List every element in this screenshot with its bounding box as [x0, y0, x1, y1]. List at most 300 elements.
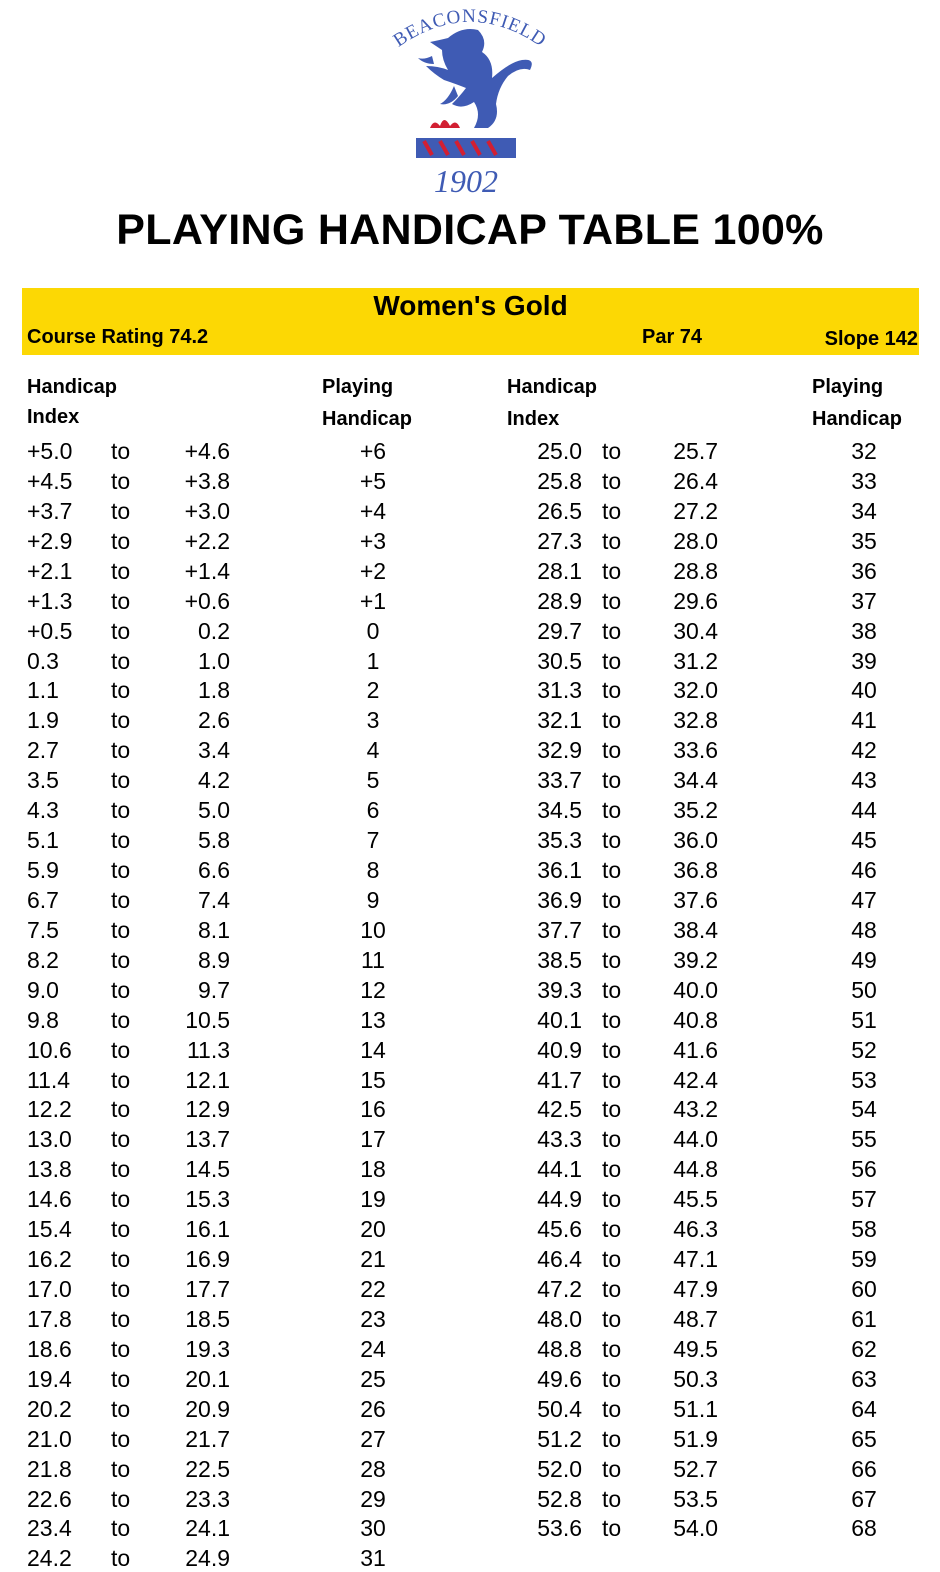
- right-to-label: to: [602, 1246, 622, 1273]
- right-index-from: 32.1: [537, 707, 582, 734]
- right-playing-handicap: 32: [851, 438, 877, 464]
- right-index-to: 37.6: [673, 886, 718, 913]
- left-playing-handicap: 10: [360, 916, 386, 943]
- right-index-from: 30.5: [537, 647, 582, 674]
- right-to-label: to: [602, 886, 622, 913]
- right-index-from: 49.6: [537, 1365, 582, 1392]
- right-index-to: 40.0: [673, 976, 718, 1003]
- left-playing-handicap: 9: [366, 886, 380, 913]
- left-to-label: to: [111, 916, 131, 943]
- right-playing-handicap: 63: [851, 1365, 877, 1392]
- left-index-to: 5.0: [198, 797, 230, 824]
- left-to-label: to: [111, 946, 131, 973]
- tee-name: Women's Gold: [373, 290, 568, 321]
- right-index-from: 28.1: [537, 557, 582, 584]
- left-index-from: 23.4: [27, 1515, 72, 1542]
- right-to-label: to: [602, 1515, 622, 1542]
- left-index-to: +3.0: [184, 497, 230, 524]
- right-index-to: 31.2: [673, 647, 718, 674]
- right-index-from: 29.7: [537, 617, 582, 644]
- right-to-label: to: [602, 1335, 622, 1362]
- left-to-label: to: [111, 1036, 131, 1063]
- left-index-from: 24.2: [27, 1545, 72, 1572]
- right-playing-handicap: 65: [851, 1425, 877, 1452]
- left-header-index: Index: [27, 406, 80, 428]
- right-header-index: Index: [507, 408, 560, 430]
- left-to-label: to: [111, 587, 131, 614]
- left-to-label: to: [111, 617, 131, 644]
- right-playing-handicap: 36: [851, 557, 877, 584]
- right-playing-handicap: 56: [851, 1156, 877, 1183]
- left-index-from: 5.9: [27, 857, 59, 884]
- logo-club-name: BEACONSFIELD: [389, 5, 551, 52]
- right-playing-handicap: 35: [851, 527, 877, 554]
- left-to-label: to: [111, 1156, 131, 1183]
- right-to-label: to: [602, 677, 622, 704]
- right-playing-handicap: 37: [851, 587, 877, 614]
- right-to-label: to: [602, 647, 622, 674]
- left-to-label: to: [111, 1246, 131, 1273]
- left-playing-handicap: 31: [360, 1545, 386, 1572]
- right-index-from: 52.8: [537, 1485, 582, 1512]
- left-to-label: to: [111, 527, 131, 554]
- left-playing-handicap: 16: [360, 1096, 386, 1123]
- left-playing-handicap: +6: [359, 438, 387, 464]
- right-index-to: 28.8: [673, 557, 718, 584]
- right-to-label: to: [602, 1395, 622, 1422]
- right-playing-handicap: 48: [851, 916, 877, 943]
- right-playing-handicap: 67: [851, 1485, 877, 1512]
- left-index-from: 6.7: [27, 886, 59, 913]
- right-to-label: to: [602, 1156, 622, 1183]
- right-playing-handicap: 49: [851, 946, 877, 973]
- left-index-from: 5.1: [27, 827, 59, 854]
- left-to-label: to: [111, 647, 131, 674]
- right-to-label: to: [602, 1006, 622, 1033]
- right-index-from: 53.6: [537, 1515, 582, 1542]
- left-to-label: to: [111, 767, 131, 794]
- left-to-label: to: [111, 1126, 131, 1153]
- right-header-handicap: Handicap: [507, 376, 598, 398]
- right-index-from: 28.9: [537, 587, 582, 614]
- left-playing-handicap: 19: [360, 1186, 386, 1213]
- left-playing-handicap: 28: [360, 1455, 386, 1482]
- right-index-to: 54.0: [673, 1515, 718, 1542]
- right-playing-handicap: 45: [851, 827, 877, 854]
- right-index-to: 46.3: [673, 1216, 718, 1243]
- left-index-to: 8.1: [198, 916, 230, 943]
- left-index-to: 1.0: [198, 647, 230, 674]
- right-to-label: to: [602, 1126, 622, 1153]
- right-playing-handicap: 68: [851, 1515, 877, 1542]
- left-index-from: 22.6: [27, 1485, 72, 1512]
- right-index-to: 44.0: [673, 1126, 718, 1153]
- right-index-from: 44.9: [537, 1186, 582, 1213]
- right-index-to: 52.7: [673, 1455, 718, 1482]
- right-index-to: 35.2: [673, 797, 718, 824]
- left-to-label: to: [111, 1305, 131, 1332]
- left-playing-handicap: 14: [360, 1036, 386, 1063]
- right-playing-handicap: 33: [851, 467, 877, 494]
- right-index-from: 36.9: [537, 886, 582, 913]
- left-index-from: 14.6: [27, 1186, 72, 1213]
- right-index-to: 43.2: [673, 1096, 718, 1123]
- left-index-from: 1.1: [27, 677, 59, 704]
- left-to-label: to: [111, 1545, 131, 1572]
- left-index-to: 19.3: [185, 1335, 230, 1362]
- left-index-to: 15.3: [185, 1186, 230, 1213]
- right-playing-handicap: 47: [851, 886, 877, 913]
- left-playing-handicap: 4: [366, 737, 380, 764]
- left-index-from: 17.8: [27, 1305, 72, 1332]
- left-index-from: 7.5: [27, 916, 59, 943]
- right-playing-handicap: 42: [851, 737, 877, 764]
- right-to-label: to: [602, 1276, 622, 1303]
- right-playing-handicap: 44: [851, 797, 877, 824]
- right-index-to: 38.4: [673, 916, 718, 943]
- par-value: Par 74: [642, 326, 703, 348]
- right-index-from: 48.8: [537, 1335, 582, 1362]
- right-to-label: to: [602, 767, 622, 794]
- right-index-to: 34.4: [673, 767, 718, 794]
- left-index-to: 24.9: [185, 1545, 230, 1572]
- right-index-to: 42.4: [673, 1066, 718, 1093]
- right-to-label: to: [602, 707, 622, 734]
- right-index-to: 32.0: [673, 677, 718, 704]
- left-index-to: 6.6: [198, 857, 230, 884]
- right-index-from: 45.6: [537, 1216, 582, 1243]
- right-index-from: 31.3: [537, 677, 582, 704]
- left-index-to: 13.7: [185, 1126, 230, 1153]
- left-playing-handicap: 13: [360, 1006, 386, 1033]
- left-to-label: to: [111, 497, 131, 524]
- left-to-label: to: [111, 1365, 131, 1392]
- left-to-label: to: [111, 1186, 131, 1213]
- right-index-to: 50.3: [673, 1365, 718, 1392]
- left-index-to: 2.6: [198, 707, 230, 734]
- right-index-from: 39.3: [537, 976, 582, 1003]
- course-rating: Course Rating 74.2: [27, 326, 209, 348]
- left-to-label: to: [111, 857, 131, 884]
- right-to-label: to: [602, 946, 622, 973]
- left-index-to: 5.8: [198, 827, 230, 854]
- left-playing-handicap: 26: [360, 1395, 386, 1422]
- left-header-playing: Playing: [322, 376, 394, 398]
- right-playing-handicap: 58: [851, 1216, 877, 1243]
- left-index-to: 16.1: [185, 1216, 230, 1243]
- left-index-from: +5.0: [27, 438, 73, 464]
- left-index-from: 2.7: [27, 737, 59, 764]
- right-playing-handicap: 51: [851, 1006, 877, 1033]
- left-playing-handicap: 8: [366, 857, 380, 884]
- left-index-to: 20.1: [185, 1365, 230, 1392]
- left-playing-handicap: 3: [366, 707, 380, 734]
- left-index-from: +0.5: [27, 617, 73, 644]
- left-index-to: 11.3: [186, 1036, 230, 1063]
- left-to-label: to: [111, 1425, 131, 1452]
- left-index-to: 24.1: [185, 1515, 230, 1542]
- right-to-label: to: [602, 827, 622, 854]
- left-playing-handicap: +5: [359, 467, 387, 494]
- right-playing-handicap: 64: [851, 1395, 877, 1422]
- right-to-label: to: [602, 797, 622, 824]
- left-to-label: to: [111, 557, 131, 584]
- right-to-label: to: [602, 1036, 622, 1063]
- right-playing-handicap: 40: [851, 677, 877, 704]
- left-to-label: to: [111, 1395, 131, 1422]
- left-header-handicap: Handicap: [27, 376, 118, 398]
- left-index-from: +1.3: [27, 587, 73, 614]
- right-index-from: 25.0: [537, 438, 582, 464]
- left-to-label: to: [111, 1455, 131, 1482]
- left-playing-handicap: 2: [366, 677, 380, 704]
- left-playing-handicap: 27: [360, 1425, 386, 1452]
- right-index-to: 26.4: [673, 467, 718, 494]
- left-index-to: +1.4: [184, 557, 230, 584]
- right-to-label: to: [602, 1216, 622, 1243]
- right-playing-handicap: 61: [851, 1305, 877, 1332]
- right-index-to: 32.8: [673, 707, 718, 734]
- right-index-to: 36.0: [673, 827, 718, 854]
- left-header-playing-handicap: Handicap: [322, 408, 413, 430]
- right-to-label: to: [602, 438, 622, 464]
- left-index-to: 12.1: [185, 1066, 230, 1093]
- right-to-label: to: [602, 857, 622, 884]
- left-index-from: 9.8: [27, 1006, 59, 1033]
- left-to-label: to: [111, 976, 131, 1003]
- left-to-label: to: [111, 438, 131, 464]
- right-to-label: to: [602, 1365, 622, 1392]
- right-index-from: 40.1: [537, 1006, 582, 1033]
- right-index-to: 51.1: [673, 1395, 718, 1422]
- left-index-to: 18.5: [185, 1305, 230, 1332]
- left-playing-handicap: 11: [361, 946, 385, 973]
- left-index-from: 15.4: [27, 1216, 72, 1243]
- right-index-from: 44.1: [537, 1156, 582, 1183]
- left-index-from: 13.8: [27, 1156, 72, 1183]
- right-index-to: 53.5: [673, 1485, 718, 1512]
- left-playing-handicap: 18: [360, 1156, 386, 1183]
- left-index-from: 0.3: [27, 647, 59, 674]
- right-index-from: 50.4: [537, 1395, 582, 1422]
- right-index-to: 51.9: [673, 1425, 718, 1452]
- right-index-to: 48.7: [673, 1305, 718, 1332]
- right-index-from: 43.3: [537, 1126, 582, 1153]
- left-index-to: 21.7: [185, 1425, 230, 1452]
- left-playing-handicap: 6: [366, 797, 380, 824]
- left-index-from: 16.2: [27, 1246, 72, 1273]
- left-index-from: 3.5: [27, 767, 59, 794]
- left-playing-handicap: +1: [359, 587, 387, 614]
- right-index-to: 39.2: [673, 946, 718, 973]
- left-playing-handicap: 0: [366, 617, 380, 644]
- left-index-from: 17.0: [27, 1276, 72, 1303]
- right-index-from: 35.3: [537, 827, 582, 854]
- right-index-to: 28.0: [673, 527, 718, 554]
- left-index-to: 22.5: [185, 1455, 230, 1482]
- left-index-to: 10.5: [185, 1006, 230, 1033]
- right-index-to: 25.7: [673, 438, 718, 464]
- right-playing-handicap: 41: [851, 707, 877, 734]
- right-playing-handicap: 50: [851, 976, 877, 1003]
- left-playing-handicap: 1: [366, 647, 380, 674]
- left-to-label: to: [111, 737, 131, 764]
- left-index-from: 12.2: [27, 1096, 72, 1123]
- right-playing-handicap: 39: [851, 647, 877, 674]
- right-index-from: 40.9: [537, 1036, 582, 1063]
- left-playing-handicap: +3: [359, 527, 387, 554]
- left-playing-handicap: 12: [360, 976, 386, 1003]
- right-playing-handicap: 34: [851, 497, 877, 524]
- left-to-label: to: [111, 1006, 131, 1033]
- tee-info-band: [22, 288, 919, 355]
- left-index-from: 1.9: [27, 707, 59, 734]
- left-index-to: 16.9: [185, 1246, 230, 1273]
- right-to-label: to: [602, 737, 622, 764]
- left-to-label: to: [111, 467, 131, 494]
- left-index-from: +2.1: [27, 557, 73, 584]
- right-index-from: 32.9: [537, 737, 582, 764]
- left-index-from: +4.5: [27, 467, 73, 494]
- right-playing-handicap: 53: [851, 1066, 877, 1093]
- left-to-label: to: [111, 1335, 131, 1362]
- right-index-to: 30.4: [673, 617, 718, 644]
- right-playing-handicap: 59: [851, 1246, 877, 1273]
- right-index-to: 47.9: [673, 1276, 718, 1303]
- right-to-label: to: [602, 1096, 622, 1123]
- left-playing-handicap: 25: [360, 1365, 386, 1392]
- left-index-from: 9.0: [27, 976, 59, 1003]
- left-playing-handicap: 23: [360, 1305, 386, 1332]
- left-index-to: 14.5: [185, 1156, 230, 1183]
- page-title: PLAYING HANDICAP TABLE 100%: [116, 206, 824, 254]
- right-index-from: 46.4: [537, 1246, 582, 1273]
- right-index-from: 27.3: [537, 527, 582, 554]
- right-index-from: 36.1: [537, 857, 582, 884]
- lion-icon: [418, 29, 532, 128]
- right-playing-handicap: 55: [851, 1126, 877, 1153]
- club-crest-logo: [370, 0, 570, 200]
- left-to-label: to: [111, 1066, 131, 1093]
- right-to-label: to: [602, 527, 622, 554]
- right-playing-handicap: 43: [851, 767, 877, 794]
- left-playing-handicap: 15: [360, 1066, 386, 1093]
- right-index-from: 42.5: [537, 1096, 582, 1123]
- right-to-label: to: [602, 916, 622, 943]
- logo-year: 1902: [434, 163, 498, 199]
- left-index-to: +2.2: [184, 527, 230, 554]
- right-index-to: 45.5: [673, 1186, 718, 1213]
- left-index-from: +2.9: [27, 527, 73, 554]
- right-to-label: to: [602, 1186, 622, 1213]
- right-to-label: to: [602, 587, 622, 614]
- left-playing-handicap: 17: [360, 1126, 386, 1153]
- right-index-from: 26.5: [537, 497, 582, 524]
- left-index-from: 21.8: [27, 1455, 72, 1482]
- left-index-from: 18.6: [27, 1335, 72, 1362]
- left-index-from: 8.2: [27, 946, 59, 973]
- right-to-label: to: [602, 1455, 622, 1482]
- left-playing-handicap: 22: [360, 1276, 386, 1303]
- left-index-from: 13.0: [27, 1126, 72, 1153]
- left-index-to: 3.4: [198, 737, 230, 764]
- right-index-to: 49.5: [673, 1335, 718, 1362]
- left-to-label: to: [111, 1276, 131, 1303]
- left-to-label: to: [111, 886, 131, 913]
- left-index-from: +3.7: [27, 497, 73, 524]
- right-index-from: 38.5: [537, 946, 582, 973]
- right-index-from: 25.8: [537, 467, 582, 494]
- right-to-label: to: [602, 1066, 622, 1093]
- right-header-playing: Playing: [812, 376, 884, 398]
- left-playing-handicap: 20: [360, 1216, 386, 1243]
- right-index-from: 41.7: [537, 1066, 582, 1093]
- left-to-label: to: [111, 797, 131, 824]
- right-playing-handicap: 57: [851, 1186, 877, 1213]
- right-index-to: 27.2: [673, 497, 718, 524]
- right-to-label: to: [602, 467, 622, 494]
- right-index-from: 51.2: [537, 1425, 582, 1452]
- left-playing-handicap: 21: [360, 1246, 386, 1273]
- right-to-label: to: [602, 617, 622, 644]
- left-index-from: 4.3: [27, 797, 59, 824]
- left-index-to: 0.2: [198, 617, 230, 644]
- right-playing-handicap: 38: [851, 617, 877, 644]
- left-index-to: 23.3: [185, 1485, 230, 1512]
- right-index-to: 47.1: [673, 1246, 718, 1273]
- left-to-label: to: [111, 1485, 131, 1512]
- left-index-to: 8.9: [198, 946, 230, 973]
- left-index-to: 17.7: [185, 1276, 230, 1303]
- right-playing-handicap: 62: [851, 1335, 877, 1362]
- right-to-label: to: [602, 976, 622, 1003]
- right-index-from: 34.5: [537, 797, 582, 824]
- left-to-label: to: [111, 827, 131, 854]
- right-to-label: to: [602, 1485, 622, 1512]
- left-index-to: +4.6: [184, 438, 230, 464]
- right-to-label: to: [602, 497, 622, 524]
- right-to-label: to: [602, 1305, 622, 1332]
- right-index-to: 40.8: [673, 1006, 718, 1033]
- right-index-from: 48.0: [537, 1305, 582, 1332]
- left-playing-handicap: 24: [360, 1335, 386, 1362]
- left-playing-handicap: 7: [366, 827, 380, 854]
- left-playing-handicap: 30: [360, 1515, 386, 1542]
- slope-value: Slope 142: [824, 328, 918, 350]
- left-to-label: to: [111, 1096, 131, 1123]
- right-playing-handicap: 54: [851, 1096, 877, 1123]
- left-index-from: 21.0: [27, 1425, 72, 1452]
- right-to-label: to: [602, 557, 622, 584]
- left-playing-handicap: +2: [359, 557, 387, 584]
- left-index-to: 1.8: [198, 677, 230, 704]
- left-to-label: to: [111, 707, 131, 734]
- right-index-to: 33.6: [673, 737, 718, 764]
- right-index-to: 44.8: [673, 1156, 718, 1183]
- left-index-to: 9.7: [198, 976, 230, 1003]
- left-index-to: 20.9: [185, 1395, 230, 1422]
- right-playing-handicap: 52: [851, 1036, 877, 1063]
- right-header-playing-handicap: Handicap: [812, 408, 903, 430]
- left-playing-handicap: 5: [366, 767, 380, 794]
- left-index-to: +3.8: [184, 467, 230, 494]
- right-index-to: 41.6: [673, 1036, 718, 1063]
- left-index-from: 10.6: [27, 1036, 72, 1063]
- right-playing-handicap: 66: [851, 1455, 877, 1482]
- left-index-from: 20.2: [27, 1395, 72, 1422]
- left-to-label: to: [111, 1216, 131, 1243]
- left-index-to: 4.2: [198, 767, 230, 794]
